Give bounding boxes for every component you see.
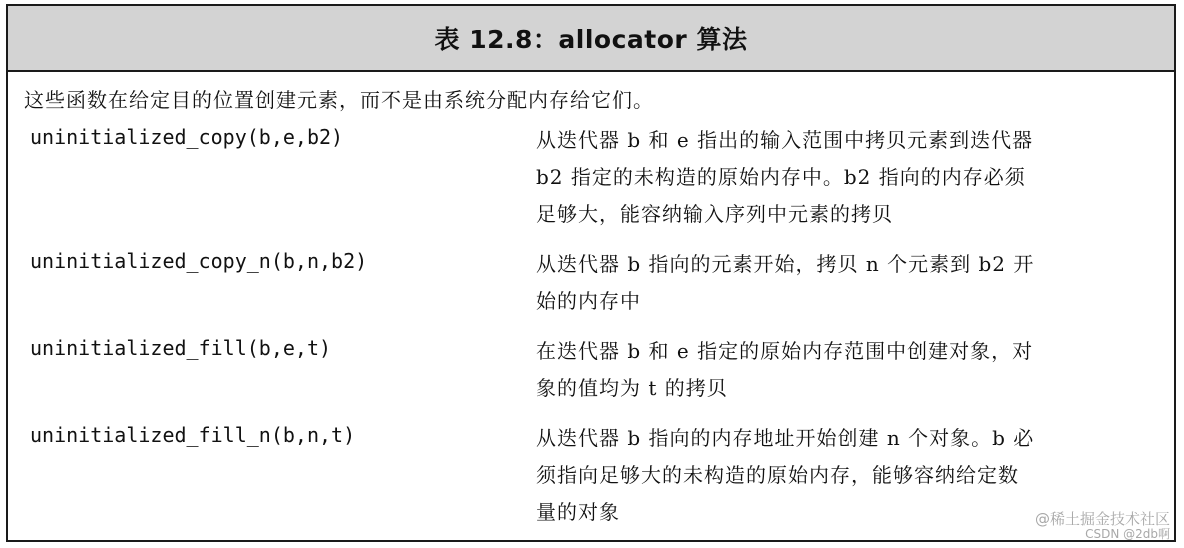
algorithm-table <box>6 4 1176 542</box>
function-name: uninitialized_copy(b,e,b2) <box>30 125 344 149</box>
table-row <box>8 333 1174 420</box>
function-description <box>536 333 1148 407</box>
function-name: uninitialized_copy_n(b,n,b2) <box>30 249 368 273</box>
description-line: 从迭代器 b 指向的元素开始，拷贝 n 个元素到 b2 开 <box>536 252 1035 276</box>
description-line: 须指向足够大的未构造的原始内存，能够容纳给定数 <box>536 463 1019 487</box>
description-line: 足够大，能容纳输入序列中元素的拷贝 <box>536 202 893 226</box>
function-description <box>536 246 1148 320</box>
table-row <box>8 420 1174 544</box>
description-line: 始的内存中 <box>536 289 641 313</box>
function-name: uninitialized_fill_n(b,n,t) <box>30 423 356 447</box>
description-line: 量的对象 <box>536 500 620 524</box>
watermark <box>1035 512 1170 542</box>
watermark-line: @稀土掘金技术社区 <box>1034 510 1170 528</box>
description-line: 从迭代器 b 指向的内存地址开始创建 n 个对象。b 必 <box>536 426 1035 450</box>
table-row <box>8 122 1174 246</box>
function-description <box>536 122 1148 233</box>
table-title: 表 12.8：allocator 算法 <box>434 25 748 54</box>
function-name: uninitialized_fill(b,e,t) <box>30 336 332 360</box>
description-line: 象的值均为 t 的拷贝 <box>536 376 728 400</box>
watermark-line: CSDN @2db啊 <box>1085 527 1170 541</box>
table-row <box>8 246 1174 333</box>
table-header <box>8 6 1174 72</box>
table-intro: 这些函数在给定目的位置创建元素，而不是由系统分配内存给它们。 <box>24 88 654 112</box>
table-rows <box>8 122 1174 544</box>
description-line: b2 指定的未构造的原始内存中。b2 指向的内存必须 <box>536 165 1026 189</box>
description-line: 从迭代器 b 和 e 指出的输入范围中拷贝元素到迭代器 <box>536 128 1034 152</box>
description-line: 在迭代器 b 和 e 指定的原始内存范围中创建对象，对 <box>536 339 1034 363</box>
